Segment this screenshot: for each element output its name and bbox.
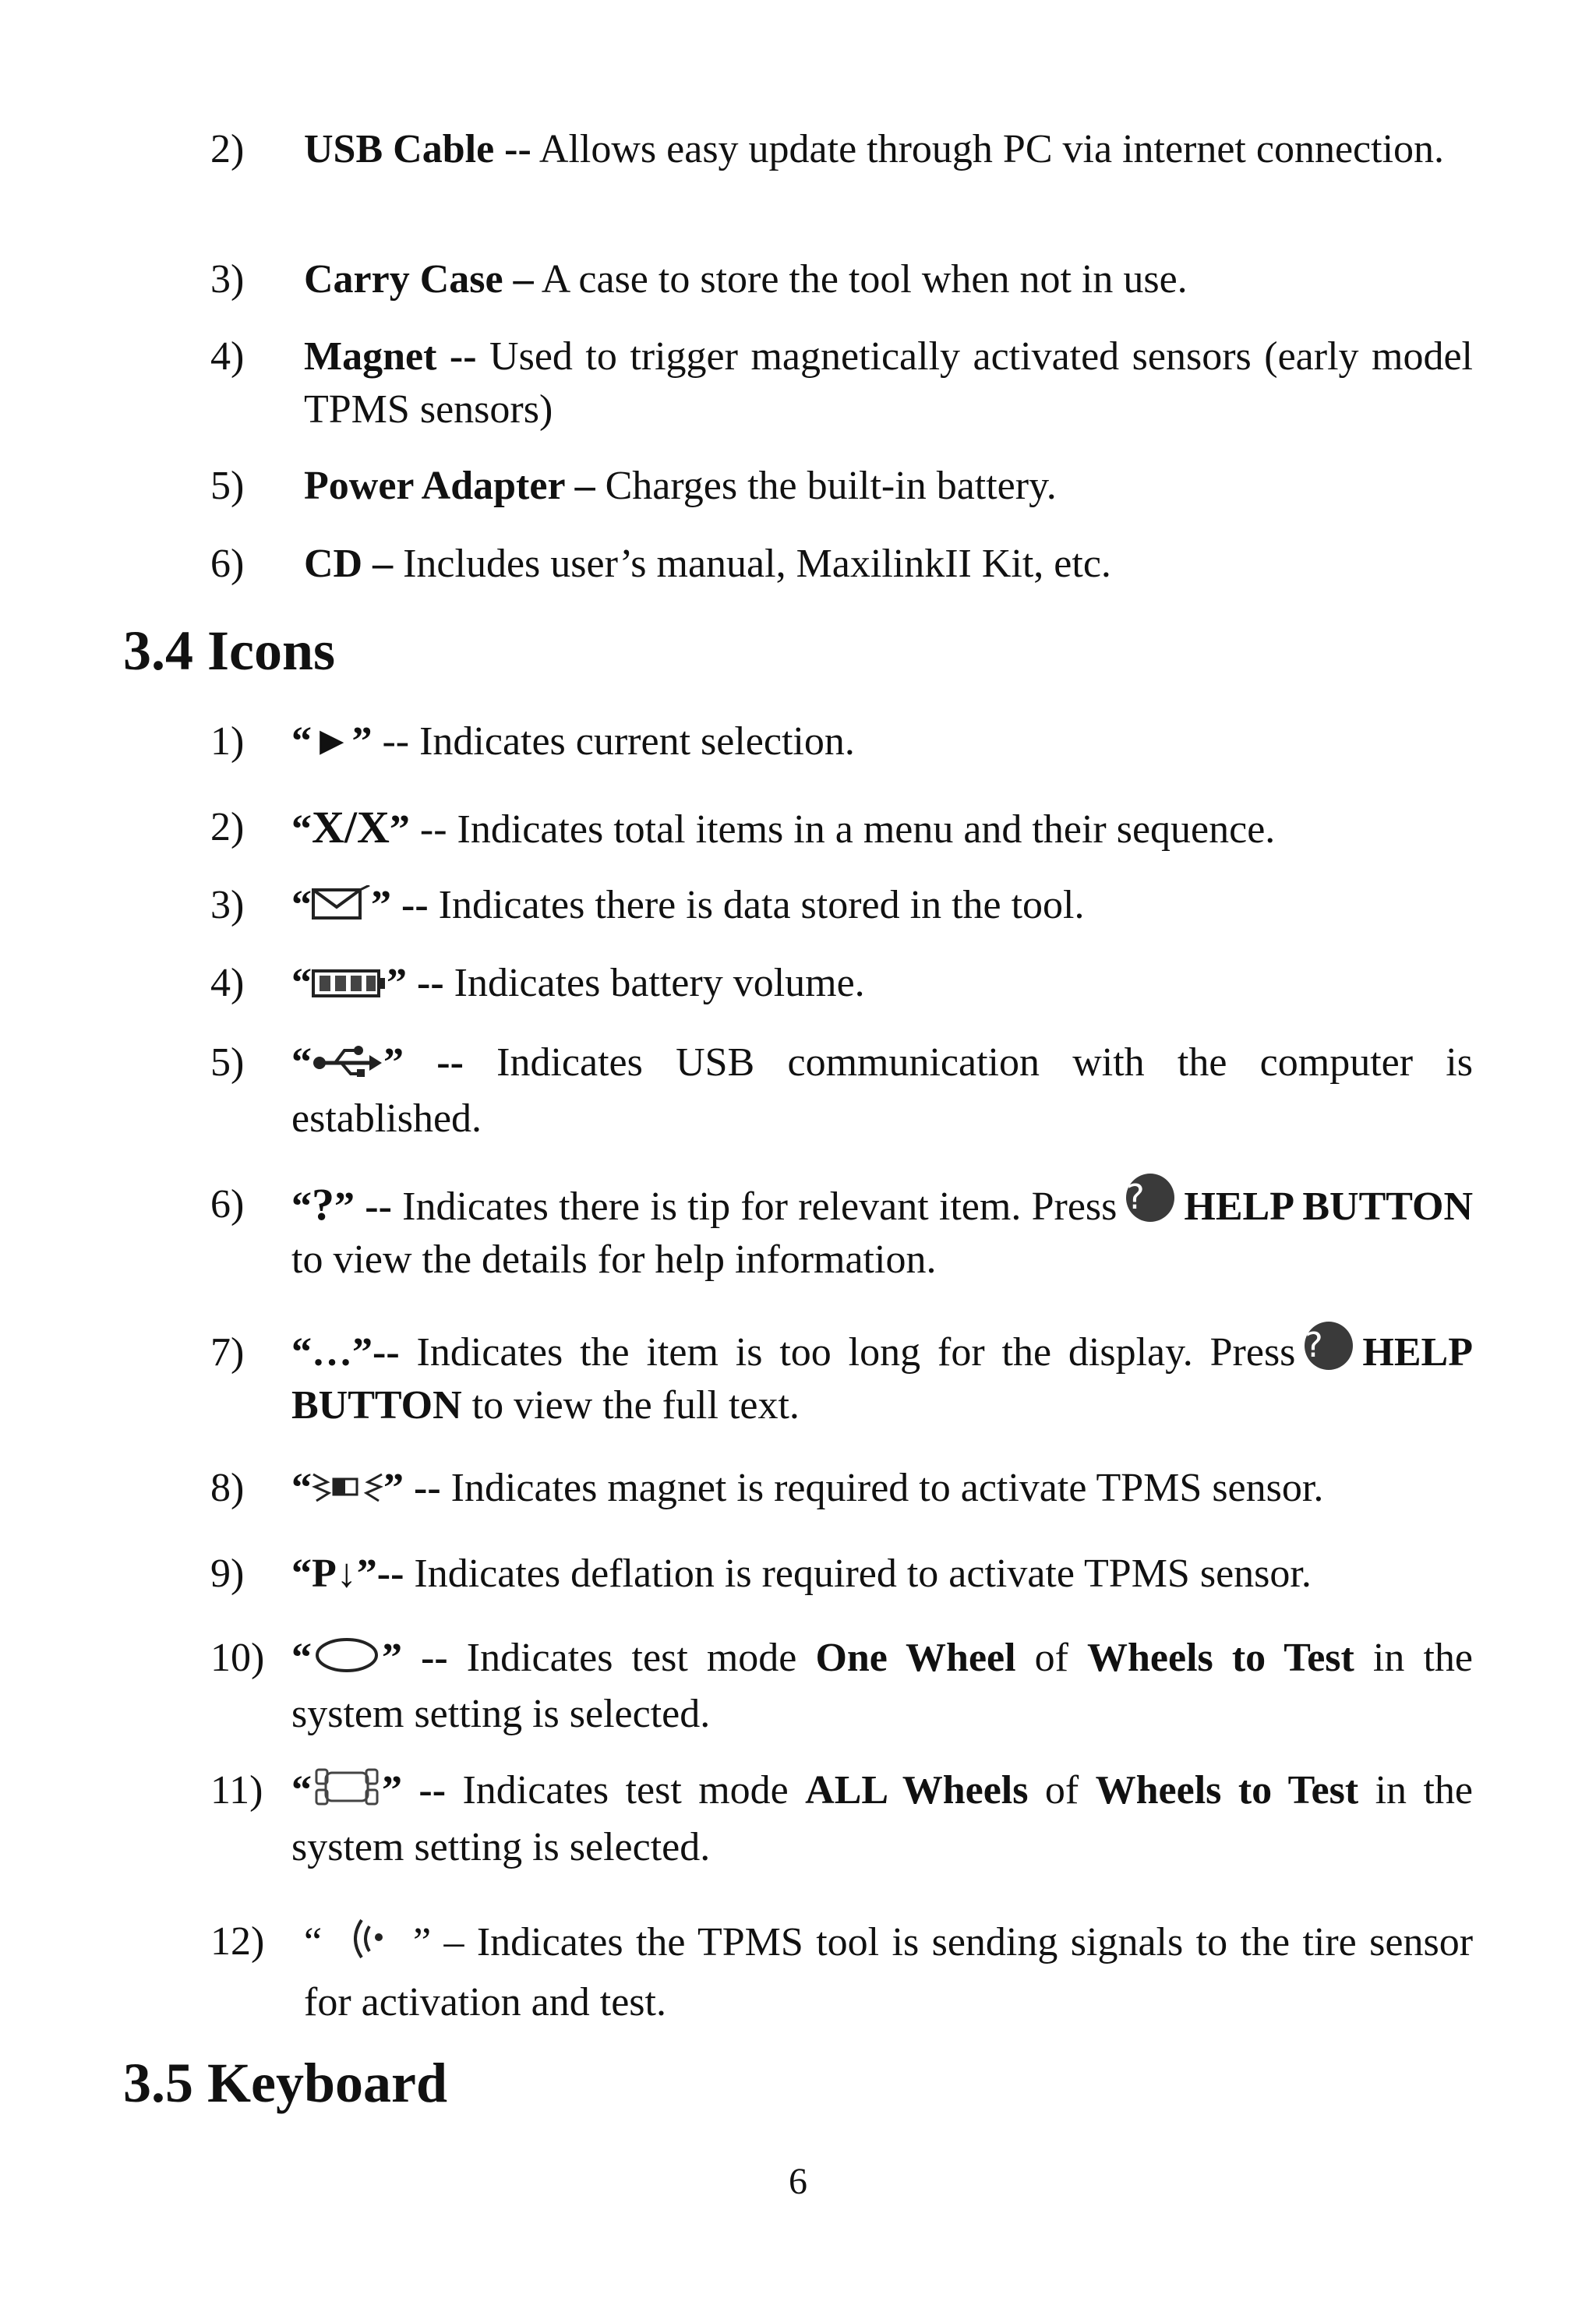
item-number: 4) (210, 961, 245, 1005)
item-term: Carry Case – (304, 257, 534, 302)
list-item (210, 460, 1473, 513)
list-item: 1) “►” -- Indicates current selection. (210, 715, 1473, 768)
ellipsis-icon: … (312, 1330, 352, 1375)
list-item: 4) “ ” -- Indicates battery volume. (210, 957, 1473, 1013)
usb-icon (312, 1040, 383, 1093)
item-description: Indicates the TPMS tool is sending signals to the tire sensor for activation and test. (304, 1919, 1474, 2024)
battery-icon (312, 960, 387, 1013)
item-number: 3) (210, 883, 245, 927)
item-number: 1) (210, 719, 245, 764)
item-term: Magnet -- (304, 334, 477, 379)
item-number: 10) (210, 1636, 265, 1680)
list-item: 3) “ ” -- Indicates there is data stored in the tool. (210, 879, 1473, 935)
selection-arrow-icon: ► (312, 719, 352, 764)
help-button-icon: ? (1305, 1322, 1353, 1370)
section-heading-icons: 3.4 Icons (123, 620, 336, 682)
item-description: Indicates battery volume. (443, 961, 865, 1005)
help-button-icon: ? (1126, 1174, 1174, 1222)
magnet-icon (312, 1465, 383, 1518)
item-description: A case to store the tool when not in use. (533, 257, 1188, 302)
list-item (210, 538, 1473, 591)
list-item: 7) “…”-- Indicates the item is too long for the display. Press ? HELP BUTTON to view the full text. (210, 1326, 1473, 1432)
list-item: 9) “P↓”-- Indicates deflation is required to activate TPMS sensor. (210, 1548, 1473, 1601)
item-counter-symbol: X/X (312, 802, 390, 852)
item-number: 4) (210, 334, 245, 379)
list-item: 8) “ ” -- Indicates magnet is required to activate TPMS sensor. (210, 1462, 1473, 1518)
item-description: -- Indicates current selection. (372, 719, 855, 764)
item-number: 5) (210, 464, 245, 508)
list-item: 5) “ ” -- Indicates USB communication with the computer is established. (210, 1036, 1473, 1145)
item-number: 9) (210, 1551, 245, 1596)
item-number: 6) (210, 1182, 245, 1227)
item-number: 7) (210, 1330, 245, 1375)
list-item: 12) “ ” – Indicates the TPMS tool is sending signals to the tire sensor for activation and test. (210, 1915, 1473, 2029)
list-item: 2) “X/X” -- Indicates total items in a menu and their sequence. (210, 802, 1276, 852)
item-description: -- Indicates total items in a menu and their sequence. (409, 807, 1276, 852)
item-description: Indicates USB communication with the computer is established. (291, 1040, 1473, 1142)
item-number: 5) (210, 1040, 245, 1085)
list-item (210, 330, 1473, 436)
item-number: 12) (210, 1919, 265, 1964)
item-term: CD – (304, 542, 394, 586)
item-number: 11) (210, 1768, 263, 1813)
envelope-icon (312, 882, 371, 935)
page-number: 6 (789, 2161, 807, 2202)
list-item: 10) “ ” -- Indicates test mode One Wheel of Wheels to Test in the system setting is selected. (210, 1632, 1473, 1741)
item-description: Charges the built-in battery. (595, 464, 1057, 508)
item-description: Allows easy update through PC via internet connection. (531, 127, 1445, 171)
list-item: 6) “?” -- Indicates there is tip for relevant item. Press ? HELP BUTTON to view the details for help information. (210, 1178, 1473, 1287)
item-description: Includes user’s manual, MaxilinkII Kit, etc. (393, 542, 1111, 586)
item-number: 2) (210, 805, 245, 849)
item-term: Power Adapter – (304, 464, 595, 508)
item-number: 2) (210, 127, 245, 171)
item-description: Indicates there is data stored in the tool. (428, 883, 1085, 927)
item-number: 3) (210, 257, 245, 302)
signal-icon (346, 1915, 390, 1976)
item-description: Used to trigger magnetically activated sensors (early model TPMS sensors) (304, 334, 1473, 432)
list-item (210, 123, 1473, 176)
all-wheels-icon (312, 1767, 382, 1821)
item-number: 8) (210, 1466, 245, 1510)
item-number: 6) (210, 542, 245, 586)
deflation-icon: P↓ (312, 1551, 357, 1596)
one-wheel-icon (312, 1635, 382, 1688)
item-description: Indicates deflation is required to activate TPMS sensor. (404, 1551, 1312, 1596)
tip-icon: ? (312, 1179, 334, 1230)
item-term: USB Cable -- (304, 127, 531, 171)
section-heading-keyboard: 3.5 Keyboard (123, 2052, 448, 2114)
item-description: Indicates magnet is required to activate TPMS sensor. (440, 1466, 1324, 1510)
list-item: 11) “ ” -- Indicates test mode ALL Wheels of Wheels to Test in the system setting is selected. (210, 1764, 1473, 1874)
list-item (210, 253, 1473, 306)
